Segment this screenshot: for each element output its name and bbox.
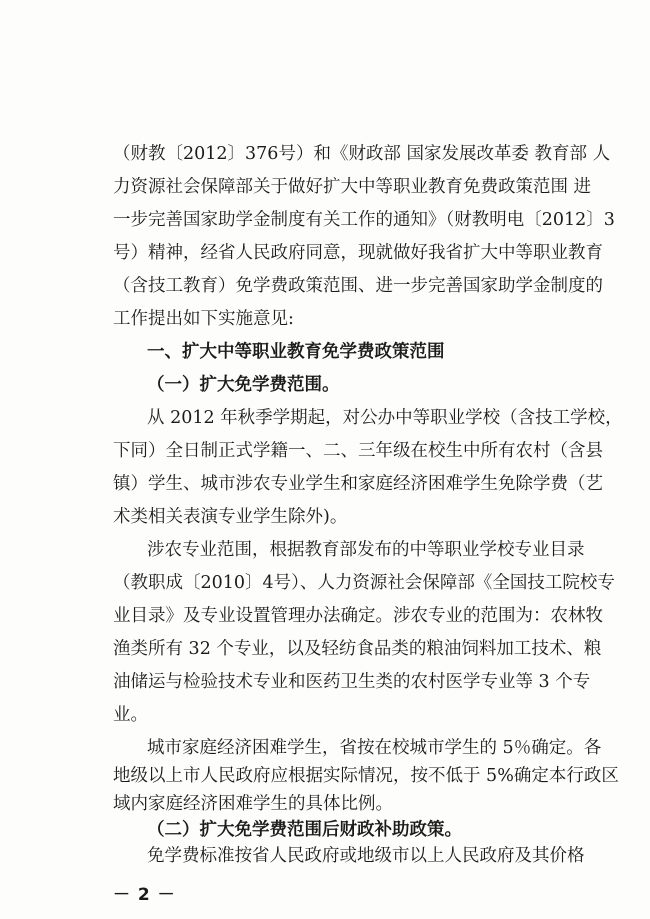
body-line: 免学费标准按省人民政府或地级市以上人民政府及其价格 <box>147 846 585 866</box>
body-line: 业目录》及专业设置管理办法确定。涉农专业的范围为：农林牧 <box>113 606 603 626</box>
body-line: 业。 <box>113 705 148 725</box>
body-line: 工作提出如下实施意见: <box>113 309 294 329</box>
body-line: 力资源社会保障部关于做好扩大中等职业教育免费政策范围 进 <box>113 177 592 197</box>
body-line: 地级以上市人民政府应根据实际情况，按不低于 5%确定本行政区 <box>113 766 619 786</box>
body-line: 镇）学生、城市涉农专业学生和家庭经济困难学生免除学费（艺 <box>113 474 603 494</box>
body-line: 一步完善国家助学金制度有关工作的通知》（财教明电〔2012〕3 <box>113 210 615 230</box>
body-line: 涉农专业范围，根据教育部发布的中等职业学校专业目录 <box>147 540 585 560</box>
page-number: － 2 － <box>113 885 176 905</box>
body-line: 城市家庭经济困难学生，省按在校城市学生的 5％确定。各 <box>147 738 602 758</box>
subsection-heading: （一）扩大免学费范围。 <box>147 375 340 395</box>
section-heading: 一、扩大中等职业教育免学费政策范围 <box>147 342 445 362</box>
body-line: 域内家庭经济困难学生的具体比例。 <box>113 794 393 814</box>
body-line: 下同）全日制正式学籍一、二、三年级在校生中所有农村（含县 <box>113 441 603 461</box>
body-line: 渔类所有 32 个专业，以及轻纺食品类的粮油饲料加工技术、粮 <box>113 639 602 659</box>
body-line: 油储运与检验技术专业和医药卫生类的农村医学专业等 3 个专 <box>113 672 591 692</box>
body-line: 术类相关表演专业学生除外)。 <box>113 507 348 527</box>
body-line: （含技工教育）免学费政策范围、进一步完善国家助学金制度的 <box>113 276 603 296</box>
body-line: （财教〔2012〕376号）和《财政部 国家发展改革委 教育部 人 <box>113 144 611 164</box>
body-line: （教职成〔2010〕4号）、人力资源社会保障部《全国技工院校专 <box>113 573 615 593</box>
body-line: 从 2012 年秋季学期起，对公办中等职业学校（含技工学校， <box>147 408 623 428</box>
subsection-heading: （二）扩大免学费范围后财政补助政策。 <box>147 820 462 840</box>
body-line: 号）精神，经省人民政府同意，现就做好我省扩大中等职业教育 <box>113 243 603 263</box>
